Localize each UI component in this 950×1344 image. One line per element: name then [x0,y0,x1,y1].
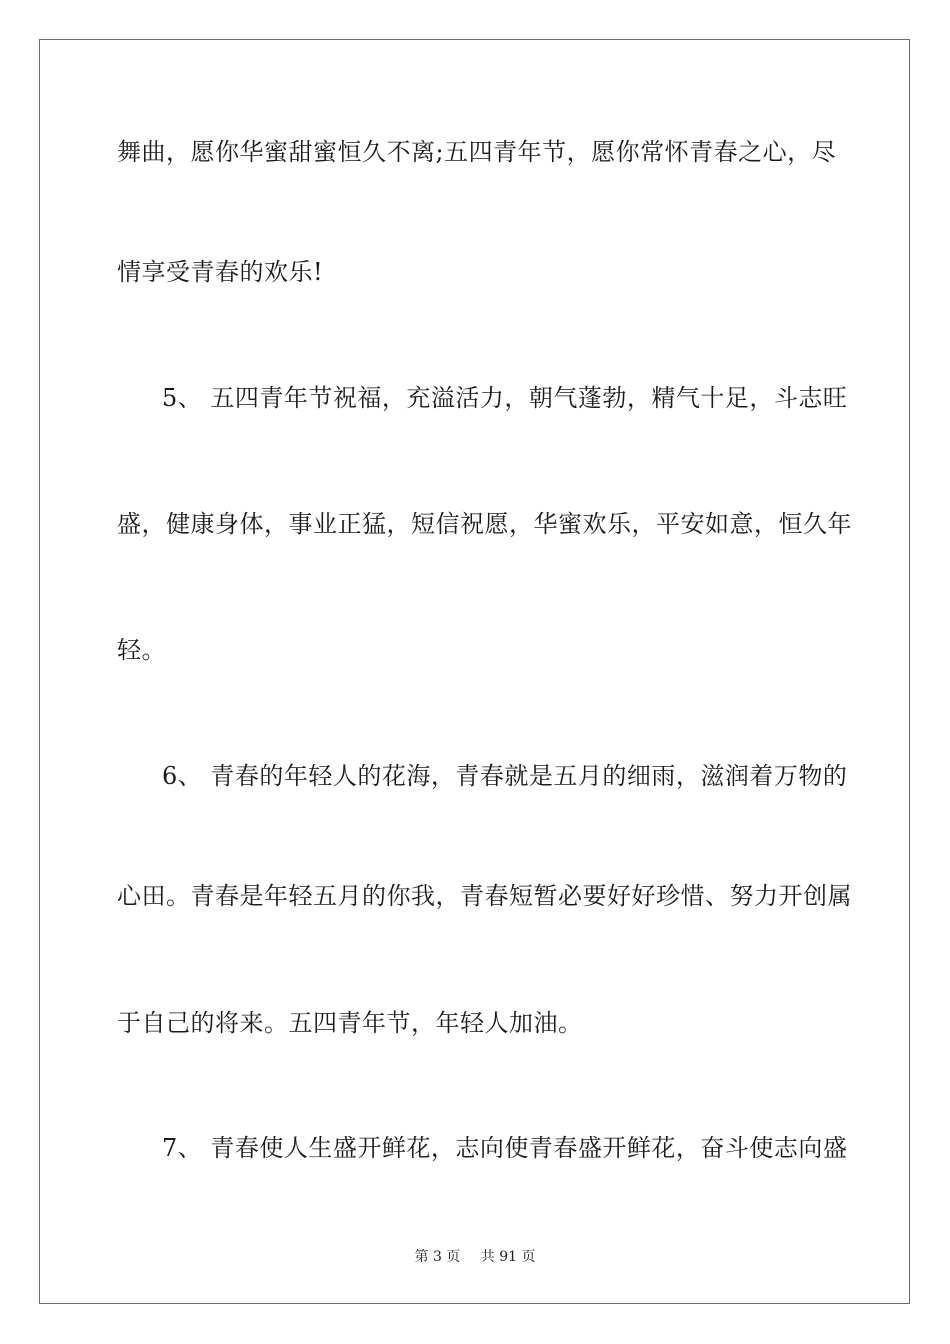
page-footer [0,1248,950,1266]
text-line-3: 5、 五四青年节祝福，充溢活力，朝气蓬勃，精气十足，斗志旺 [162,384,848,412]
text-line-9: 7、 青春使人生盛开鲜花，志向使青春盛开鲜花，奋斗使志向盛 [162,1134,848,1162]
text-line-6: 6、 青春的年轻人的花海，青春就是五月的细雨，滋润着万物的 [162,762,848,790]
text-line-7: 心田。青春是年轻五月的你我，青春短暂必要好好珍惜、努力开创属 [117,882,852,910]
page-total: 共 91 页 [480,1249,536,1265]
text-line-1: 舞曲，愿你华蜜甜蜜恒久不离;五四青年节，愿你常怀青春之心，尽 [117,138,837,166]
text-line-8: 于自己的将来。五四青年节，年轻人加油。 [117,1009,583,1037]
text-line-5: 轻。 [117,636,166,664]
text-line-4: 盛，健康身体，事业正猛，短信祝愿，华蜜欢乐，平安如意，恒久年 [117,510,852,538]
page-number: 第 3 页 [414,1249,461,1265]
page-frame [39,39,910,1304]
text-line-2: 情享受青春的欢乐! [117,258,324,286]
